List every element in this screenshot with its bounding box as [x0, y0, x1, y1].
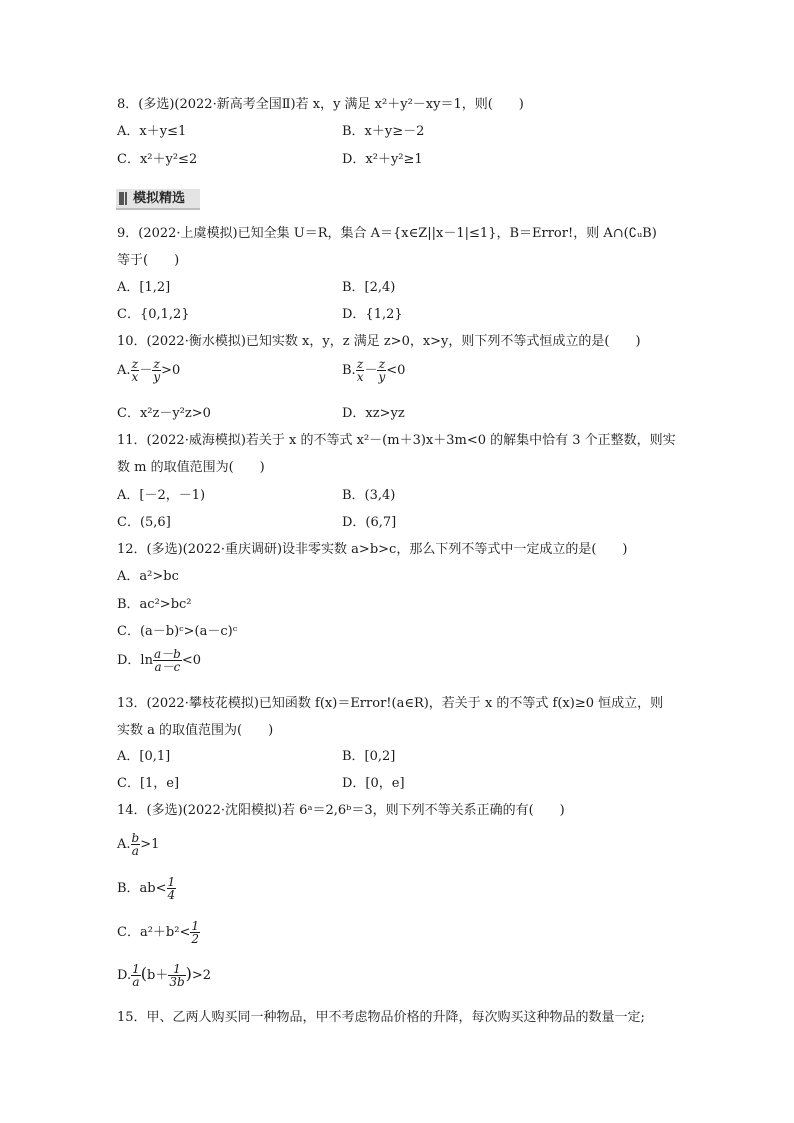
fraction: $\frac{1}{4}$: [167, 875, 176, 902]
q8-option-c: C．x²＋y²≤2: [117, 152, 198, 167]
q11-option-b: B．(3,4): [342, 488, 396, 503]
section-title: 模拟精选: [133, 191, 186, 206]
q14-option-d: D. $\frac{1}{a}$ (b＋ $\frac{1}{3b}$ )>2: [117, 962, 212, 989]
q9-option-a: A．[1,2]: [117, 280, 171, 295]
q10-stem: 10．(2022·衡水模拟)已知实数 x，y，z 满足 z>0，x>y，则下列不等式恒成立的是( ): [117, 334, 641, 349]
fraction: $\frac{z}{x}$: [131, 357, 139, 384]
q10-option-d: D．xz>yz: [342, 406, 405, 421]
q8-option-d: D．x²＋y²≥1: [342, 152, 423, 167]
q14-stem: 14．(多选)(2022·沈阳模拟)若 6ᵃ＝2,6ᵇ＝3，则下列不等关系正确的有( ): [117, 803, 565, 818]
q11-stem-line1: 11．(2022·威海模拟)若关于 x 的不等式 x²－(m＋3)x＋3m<0 的解集中恰有 3 个正整数，则实: [117, 433, 676, 448]
q14-option-a: A. $\frac{b}{a}$ >1: [117, 831, 160, 858]
q13-option-d: D．[0，e]: [342, 776, 405, 791]
fraction: $\frac{z}{x}$: [356, 357, 364, 384]
q11-option-d: D．(6,7]: [342, 515, 397, 530]
q14-option-b: B．ab< $\frac{1}{4}$: [117, 875, 176, 902]
q13-option-a: A．[0,1]: [117, 749, 171, 764]
fraction: $\frac{a-b}{a-c}$: [153, 647, 181, 674]
q14-option-c: C．a²＋b²< $\frac{1}{2}$: [117, 919, 199, 946]
fraction: $\frac{z}{y}$: [378, 357, 386, 384]
section-bar-icon: [119, 192, 124, 205]
q10-option-c: C．x²z－y²z>0: [117, 406, 211, 421]
fraction: $\frac{z}{y}$: [153, 357, 161, 384]
q9-option-c: C．{0,1,2}: [117, 307, 190, 322]
fraction: $\frac{1}{3b}$: [169, 962, 185, 989]
section-heading: [116, 189, 200, 210]
q8-stem: 8．(多选)(2022·新高考全国Ⅱ)若 x，y 满足 x²＋y²－xy＝1，则( ): [117, 97, 524, 112]
q12-option-c: C．(a－b)ᶜ>(a－c)ᶜ: [117, 624, 238, 639]
q10-option-b: B. $\frac{z}{x}$ － $\frac{z}{y}$ <0: [342, 357, 406, 384]
q11-stem-line2: 数 m 的取值范围为( ): [117, 460, 265, 475]
q9-stem-line1: 9．(2022·上虞模拟)已知全集 U＝R，集合 A＝{x∈Z||x－1|≤1}，B＝Error!，则 A∩(∁ᵤB): [117, 226, 657, 241]
fraction: $\frac{b}{a}$: [131, 831, 140, 858]
q11-option-c: C．(5,6]: [117, 515, 171, 530]
q12-option-d: D．ln $\frac{a-b}{a-c}$ <0: [117, 647, 201, 674]
q12-option-a: A．a²>bc: [117, 569, 179, 584]
q13-option-b: B．[0,2]: [342, 749, 396, 764]
q12-stem: 12．(多选)(2022·重庆调研)设非零实数 a>b>c，那么下列不等式中一定成立的是( ): [117, 542, 628, 557]
q10-option-a: A. $\frac{z}{x}$ － $\frac{z}{y}$ >0: [117, 357, 181, 384]
q11-option-a: A．[－2，－1): [117, 488, 206, 503]
q8-option-b: B．x＋y≥－2: [342, 124, 425, 139]
q9-stem-line2: 等于( ): [117, 253, 180, 268]
section-bar-icon: [125, 192, 127, 205]
q10-b-label: B.: [342, 363, 356, 378]
fraction: $\frac{1}{2}$: [191, 919, 199, 946]
q9-option-b: B．[2,4): [342, 280, 396, 295]
fraction: $\frac{1}{a}$: [132, 962, 140, 989]
q13-stem-line2: 实数 a 的取值范围为( ): [117, 723, 274, 738]
q15-stem: 15．甲、乙两人购买同一种物品，甲不考虑物品价格的升降，每次购买这种物品的数量一定;: [117, 1010, 645, 1025]
q13-stem-line1: 13．(2022·攀枝花模拟)已知函数 f(x)＝Error!(a∈R)，若关于 x 的不等式 f(x)≥0 恒成立，则: [117, 696, 664, 711]
q13-option-c: C．[1，e]: [117, 776, 180, 791]
q12-option-b: B．ac²>bc²: [117, 597, 192, 612]
q8-option-a: A．x＋y≤1: [117, 124, 187, 139]
q9-option-d: D．{1,2}: [342, 307, 403, 322]
q10-a-label: A.: [117, 363, 131, 378]
